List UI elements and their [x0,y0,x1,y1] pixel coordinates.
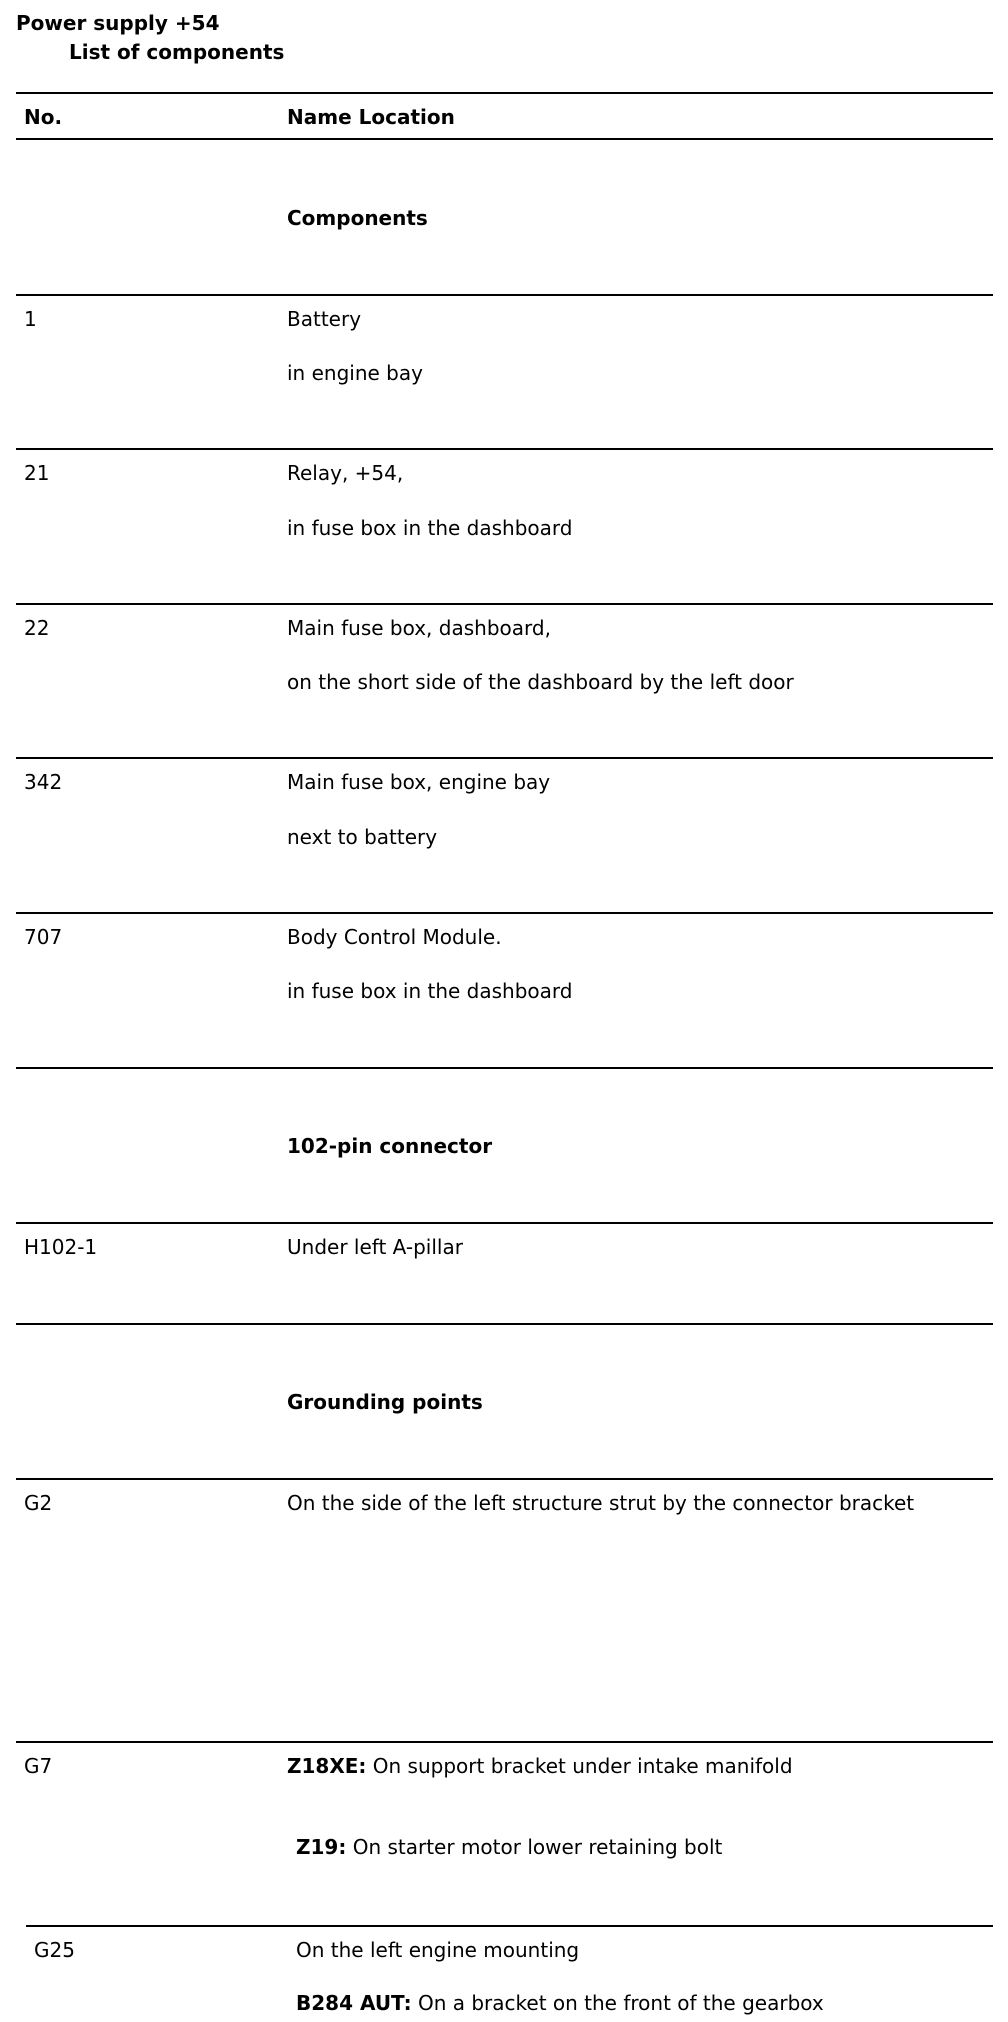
engine-code-label: Z18XE: [287,1754,367,1778]
component-name: Relay, +54, [287,461,404,485]
component-location: in fuse box in the dashboard [287,516,573,540]
location-text: On a bracket on the front of the gearbox [411,1991,824,2015]
component-location [296,1990,824,2016]
row-number: 22 [24,616,50,640]
row-number: G25 [34,1938,75,1962]
location-text: On support bracket under intake manifold [366,1754,793,1778]
component-name: Main fuse box, dashboard, [287,616,551,640]
row-divider [26,1925,993,1927]
row-divider [16,1067,993,1069]
row-divider [16,448,993,450]
document-subtitle: List of components [69,40,285,64]
component-location: On the side of the left structure strut by the connector bracket [287,1491,915,1515]
column-header-no: No. [24,105,63,129]
section-heading-components: Components [287,206,428,230]
row-divider [16,1741,993,1743]
component-location: in fuse box in the dashboard [287,979,573,1003]
row-divider [16,1222,993,1224]
row-divider [16,1478,993,1480]
row-divider [16,294,993,296]
row-divider [16,912,993,914]
component-location [296,1834,722,1860]
component-location: on the short side of the dashboard by the left door [287,670,794,694]
row-number: H102-1 [24,1235,98,1259]
row-number: G7 [24,1754,53,1778]
component-location: next to battery [287,825,438,849]
component-name: Battery [287,307,362,331]
component-name: Body Control Module. [287,925,502,949]
location-text: On starter motor lower retaining bolt [346,1835,723,1859]
document-title: Power supply +54 [16,11,220,35]
component-location: On the left engine mounting [296,1938,580,1962]
column-header-name-location: Name Location [287,105,455,129]
component-name: Main fuse box, engine bay [287,770,551,794]
component-location: in engine bay [287,361,423,385]
row-number: 1 [24,307,37,331]
component-location: Under left A-pillar [287,1235,463,1259]
row-number: 342 [24,770,63,794]
header-divider [16,138,993,140]
engine-code-label: Z19: [296,1835,347,1859]
row-divider [16,757,993,759]
row-divider [16,1323,993,1325]
engine-code-label: B284 AUT: [296,1991,412,2015]
row-number: 21 [24,461,50,485]
component-location [287,1753,793,1779]
section-heading-connector: 102-pin connector [287,1134,493,1158]
row-divider [16,603,993,605]
row-number: 707 [24,925,63,949]
table-top-border [16,92,993,94]
row-number: G2 [24,1491,53,1515]
section-heading-grounding: Grounding points [287,1390,483,1414]
